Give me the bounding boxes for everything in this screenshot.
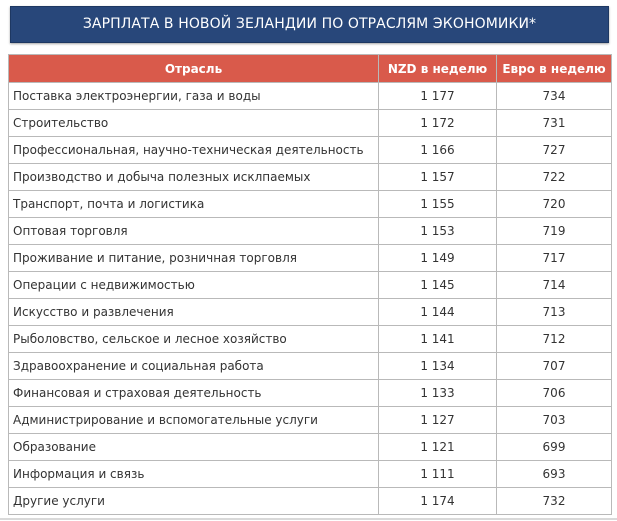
nzd-cell: 1 141 bbox=[379, 326, 497, 353]
table-row bbox=[9, 380, 612, 407]
industry-cell: Здравоохранение и социальная работа bbox=[9, 353, 379, 380]
table-row bbox=[9, 353, 612, 380]
nzd-cell: 1 153 bbox=[379, 218, 497, 245]
nzd-cell: 1 127 bbox=[379, 407, 497, 434]
table-row bbox=[9, 191, 612, 218]
header-industry: Отрасль bbox=[9, 55, 379, 83]
industry-cell: Финансовая и страховая деятельность bbox=[9, 380, 379, 407]
industry-cell: Операции с недвижимостью bbox=[9, 272, 379, 299]
nzd-cell: 1 144 bbox=[379, 299, 497, 326]
eur-cell: 731 bbox=[497, 110, 612, 137]
eur-cell: 703 bbox=[497, 407, 612, 434]
eur-cell: 714 bbox=[497, 272, 612, 299]
nzd-cell: 1 177 bbox=[379, 83, 497, 110]
industry-cell: Другие услуги bbox=[9, 488, 379, 515]
table-row bbox=[9, 461, 612, 488]
industry-cell: Строительство bbox=[9, 110, 379, 137]
eur-cell: 717 bbox=[497, 245, 612, 272]
table-row bbox=[9, 299, 612, 326]
table-row bbox=[9, 245, 612, 272]
industry-cell: Проживание и питание, розничная торговля bbox=[9, 245, 379, 272]
table-row bbox=[9, 488, 612, 515]
industry-cell: Транспорт, почта и логистика bbox=[9, 191, 379, 218]
table-row bbox=[9, 137, 612, 164]
salary-table bbox=[8, 54, 612, 515]
eur-cell: 719 bbox=[497, 218, 612, 245]
eur-cell: 707 bbox=[497, 353, 612, 380]
industry-cell: Профессиональная, научно-техническая деятельность bbox=[9, 137, 379, 164]
nzd-cell: 1 174 bbox=[379, 488, 497, 515]
nzd-cell: 1 155 bbox=[379, 191, 497, 218]
industry-cell: Поставка электроэнергии, газа и воды bbox=[9, 83, 379, 110]
nzd-cell: 1 134 bbox=[379, 353, 497, 380]
industry-cell: Рыболовство, сельское и лесное хозяйство bbox=[9, 326, 379, 353]
industry-cell: Информация и связь bbox=[9, 461, 379, 488]
nzd-cell: 1 166 bbox=[379, 137, 497, 164]
eur-cell: 720 bbox=[497, 191, 612, 218]
table-row bbox=[9, 272, 612, 299]
table-row bbox=[9, 218, 612, 245]
nzd-cell: 1 145 bbox=[379, 272, 497, 299]
eur-cell: 713 bbox=[497, 299, 612, 326]
industry-cell: Оптовая торговля bbox=[9, 218, 379, 245]
table-row bbox=[9, 407, 612, 434]
eur-cell: 699 bbox=[497, 434, 612, 461]
eur-cell: 727 bbox=[497, 137, 612, 164]
table-row bbox=[9, 83, 612, 110]
industry-cell: Администрирование и вспомогательные услуги bbox=[9, 407, 379, 434]
eur-cell: 712 bbox=[497, 326, 612, 353]
table-row bbox=[9, 326, 612, 353]
table-row bbox=[9, 164, 612, 191]
header-eur: Евро в неделю bbox=[497, 55, 612, 83]
nzd-cell: 1 157 bbox=[379, 164, 497, 191]
nzd-cell: 1 111 bbox=[379, 461, 497, 488]
table-title: ЗАРПЛАТА В НОВОЙ ЗЕЛАНДИИ ПО ОТРАСЛЯМ ЭКОНОМИКИ* bbox=[10, 6, 609, 43]
header-nzd: NZD в неделю bbox=[379, 55, 497, 83]
eur-cell: 706 bbox=[497, 380, 612, 407]
table-row bbox=[9, 110, 612, 137]
nzd-cell: 1 149 bbox=[379, 245, 497, 272]
eur-cell: 732 bbox=[497, 488, 612, 515]
industry-cell: Искусство и развлечения bbox=[9, 299, 379, 326]
bottom-divider bbox=[0, 518, 617, 520]
eur-cell: 693 bbox=[497, 461, 612, 488]
eur-cell: 734 bbox=[497, 83, 612, 110]
table-row bbox=[9, 434, 612, 461]
header-row bbox=[9, 55, 612, 83]
eur-cell: 722 bbox=[497, 164, 612, 191]
nzd-cell: 1 133 bbox=[379, 380, 497, 407]
nzd-cell: 1 172 bbox=[379, 110, 497, 137]
nzd-cell: 1 121 bbox=[379, 434, 497, 461]
industry-cell: Производство и добыча полезных исклпаемых bbox=[9, 164, 379, 191]
industry-cell: Образование bbox=[9, 434, 379, 461]
